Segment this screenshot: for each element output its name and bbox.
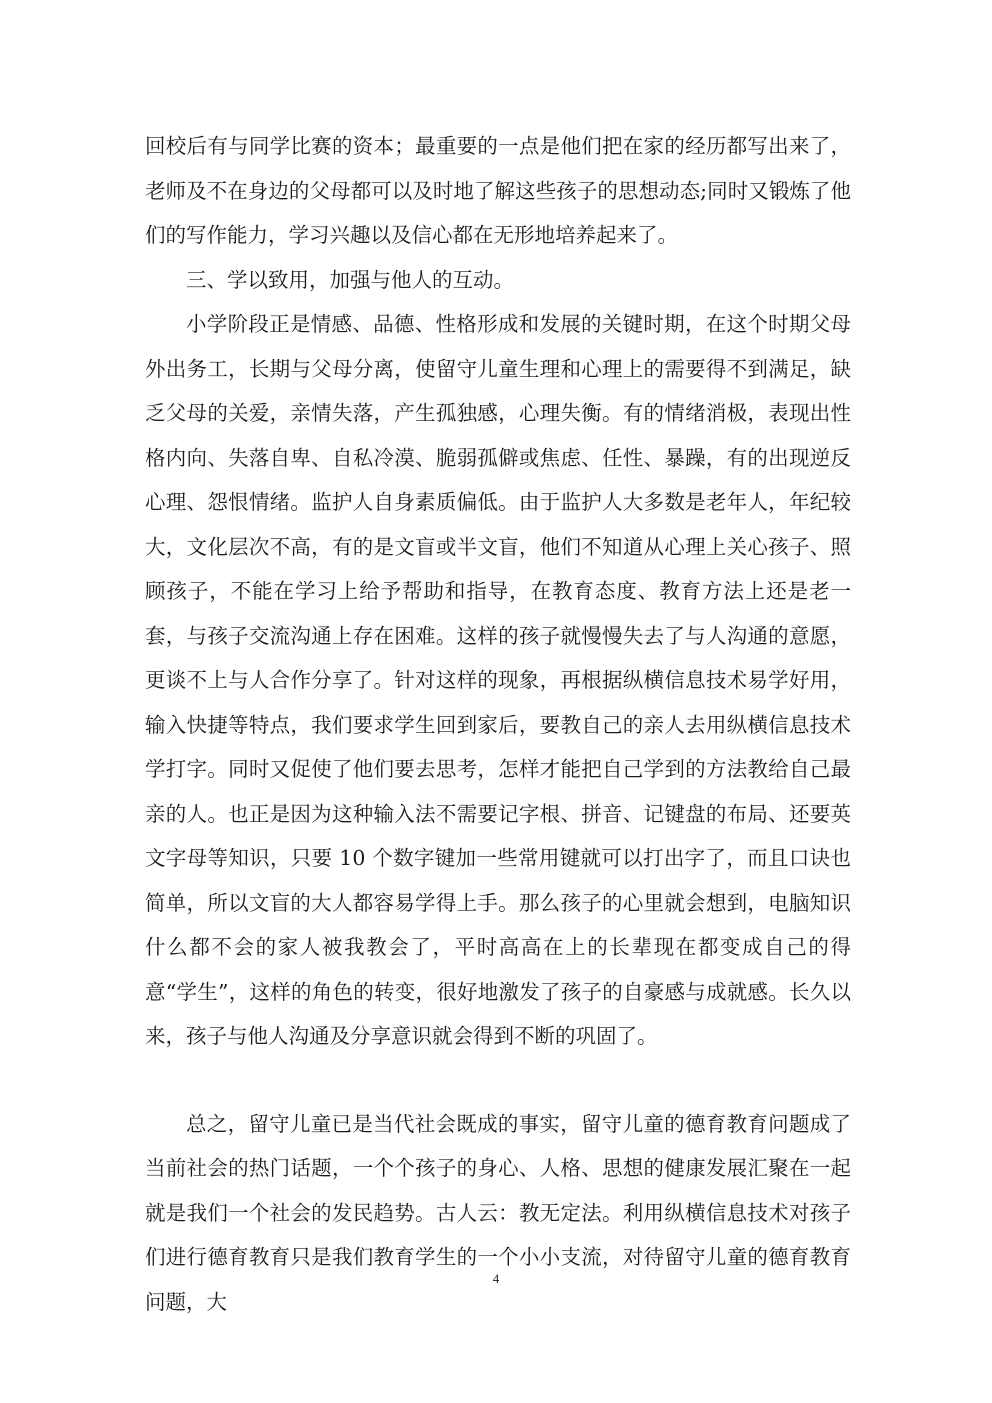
- page-number: 4: [492, 1271, 500, 1286]
- paragraph-conclusion: 总之，留守儿童已是当代社会既成的事实，留守儿童的德育教育问题成了当前社会的热门话题，一个个孩子的身心、人格、思想的健康发展汇聚在一起就是我们一个社会的发民趋势。古人云：教无定法。利用纵横信息技术对孩子们进行德育教育只是我们教育学生的一个小小支流，对待留守儿童的德育教育问题，大: [145, 1111, 851, 1314]
- page-body: [145, 124, 851, 1324]
- paragraph-continuation: 回校后有与同学比赛的资本；最重要的一点是他们把在家的经历都写出来了，老师及不在身边的父母都可以及时地了解这些孩子的思想动态;同时又锻炼了他们的写作能力，学习兴趣以及信心都在无形地培养起来了。: [145, 134, 851, 247]
- paragraph-body: 小学阶段正是情感、品德、性格形成和发展的关键时期，在这个时期父母外出务工，长期与父母分离，使留守儿童生理和心理上的需要得不到满足，缺乏父母的关爱，亲情失落，产生孤独感，心理失衡。有的情绪消极，表现出性格内向、失落自卑、自私冷漠、脆弱孤僻或焦虑、任性、暴躁，有的出现逆反心理、怨恨情绪。监护人自身素质偏低。由于监护人大多数是老年人，年纪较大，文化层次不高，有的是文盲或半文盲，他们不知道从心理上关心孩子、照顾孩子，不能在学习上给予帮助和指导，在教育态度、教育方法上还是老一套，与孩子交流沟通上存在困难。这样的孩子就慢慢失去了与人沟通的意愿，更谈不上与人合作分享了。针对这样的现象，再根据纵横信息技术易学好用，输入快捷等特点，我们要求学生回到家后，要教自己的亲人去用纵横信息技术学打字。同时又促使了他们要去思考，怎样才能把自己学到的方法教给自己最亲的人。也正是因为这种输入法不需要记字根、拼音、记键盘的布局、还要英文字母等知识，只要 10 个数字键加一些常用键就可以打出字了，而且口诀也简单，所以文盲的大人都容易学得上手。那么孩子的心里就会想到，电脑知识什么都不会的家人被我教会了，平时高高在上的长辈现在都变成自己的得意“学生”，这样的角色的转变，很好地激发了孩子的自豪感与成就感。长久以来，孩子与他人沟通及分享意识就会得到不断的巩固了。: [145, 312, 851, 1048]
- section-heading: 三、学以致用，加强与他人的互动。: [186, 267, 514, 292]
